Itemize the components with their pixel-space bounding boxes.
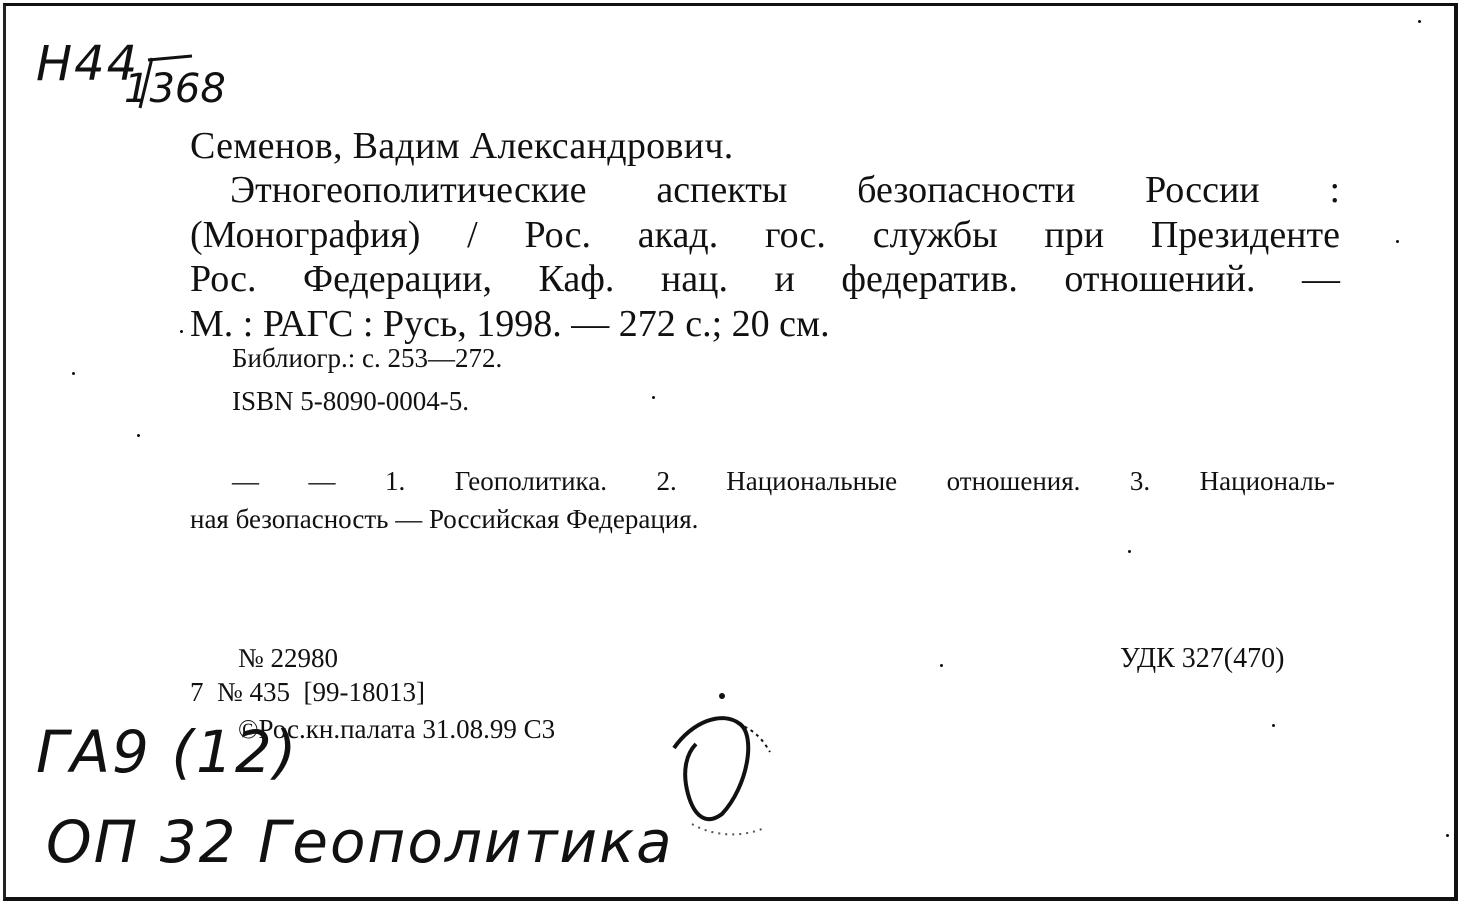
- subject-line: — — 1. Геополитика. 2. Национальные отношения. 3. Националь-: [232, 466, 1335, 496]
- bibliography-note: Библиогр.: с. 253—272.: [232, 343, 503, 373]
- scan-speck: [1272, 724, 1275, 727]
- handwritten-shelf-number: 1368: [124, 66, 226, 112]
- udk-code: УДК 327(470): [1120, 643, 1285, 674]
- copyright-line: ©Рос.кн.палата 31.08.99 С3: [238, 714, 556, 744]
- description-line: Рос. Федерации, Каф. нац. и федератив. отношений. —: [190, 258, 1340, 300]
- handwritten-classification-code: ГА9 (12): [36, 718, 299, 786]
- scan-speck: [180, 330, 183, 333]
- scan-speck: [940, 664, 943, 667]
- handwritten-subject-note: ОП 32 Геополитика: [46, 808, 674, 876]
- scan-speck: [137, 434, 140, 437]
- title-description: [190, 168, 1340, 346]
- scan-speck: [652, 396, 655, 399]
- isbn: ISBN 5-8090-0004-5.: [232, 386, 469, 416]
- second-number-line: 7 № 435 [99-18013]: [190, 677, 425, 707]
- scan-speck: [72, 372, 75, 375]
- scan-speck: [1418, 20, 1421, 23]
- author-heading: Семенов, Вадим Александрович.: [190, 125, 734, 167]
- scan-speck: [1396, 240, 1399, 243]
- scan-speck: [1128, 550, 1131, 553]
- scan-speck: [1446, 834, 1449, 837]
- handwritten-shelf-code: Н44: [36, 36, 140, 92]
- subject-line: ная безопасность — Российская Федерация.: [190, 504, 699, 534]
- subject-headings: [190, 462, 1335, 538]
- description-line: Этногеополитические аспекты безопасности России :: [230, 169, 1340, 211]
- registration-number: № 22980: [238, 643, 339, 673]
- description-line: (Монография) / Рос. акад. гос. службы при Президенте: [190, 213, 1340, 256]
- description-line: М. : РАГС : Русь, 1998. — 272 с.; 20 см.: [190, 302, 830, 345]
